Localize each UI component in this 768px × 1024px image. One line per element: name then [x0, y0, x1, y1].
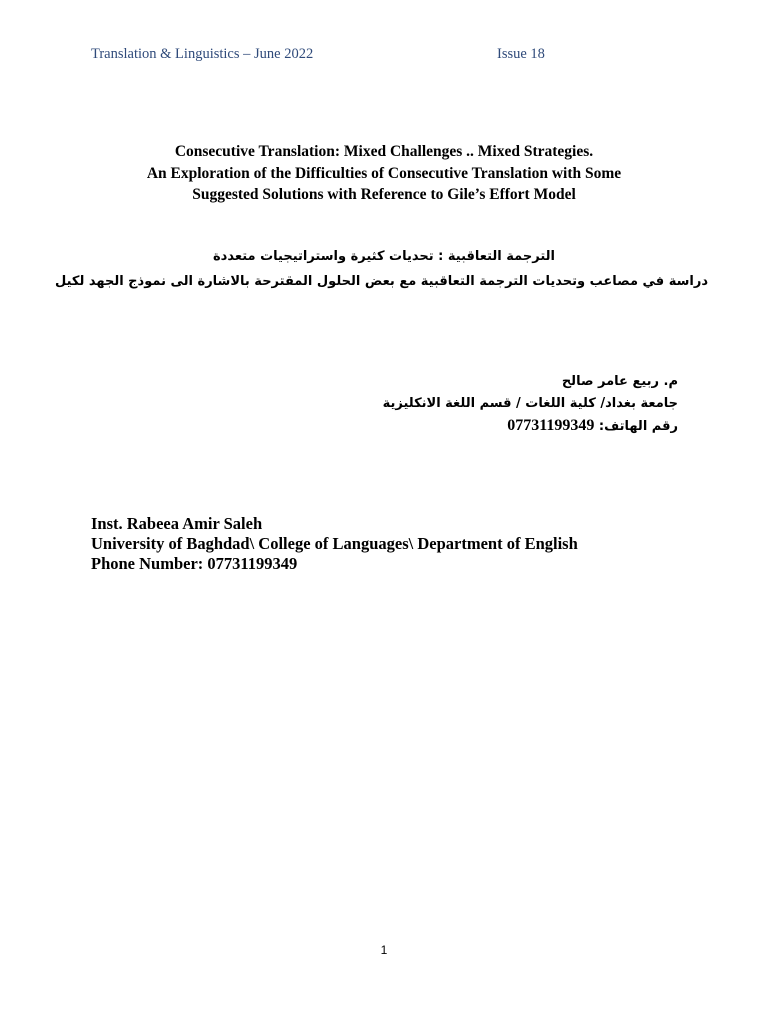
arabic-author-affiliation: جامعة بغداد/ كلية اللغات / قسم اللغة الانكليزية: [382, 396, 678, 411]
arabic-author-block: [178, 371, 678, 438]
english-author-affiliation: University of Baghdad\ College of Languages\ Department of English: [91, 534, 578, 553]
english-title-line-2: An Exploration of the Difficulties of Consecutive Translation with Some: [146, 164, 622, 182]
english-title-line-1: Consecutive Translation: Mixed Challenges .. Mixed Strategies.: [174, 143, 594, 160]
journal-header: Translation & Linguistics – June 2022: [91, 46, 314, 62]
english-title: [60, 141, 708, 206]
english-author-name: Inst. Rabeea Amir Saleh: [91, 514, 263, 533]
arabic-title: [54, 244, 708, 294]
arabic-phone-label: رقم الهاتف:: [598, 419, 678, 434]
page-number: 1: [380, 943, 388, 957]
arabic-author-name: م. ربيع عامر صالح: [561, 374, 678, 389]
english-author-block: [91, 514, 578, 574]
issue-header: Issue 18: [497, 46, 545, 62]
english-author-phone: Phone Number: 07731199349: [91, 554, 298, 573]
english-title-line-3: Suggested Solutions with Reference to Gile’s Effort Model: [192, 186, 576, 203]
arabic-author-phone: [178, 415, 678, 438]
arabic-phone-number: 07731199349: [507, 417, 595, 434]
arabic-title-line-2: دراسة في مصاعب وتحديات الترجمة التعاقبية مع بعض الحلول المقترحة بالاشارة الى نموذج الجهد لكيل: [54, 274, 708, 289]
arabic-title-line-1: الترجمة التعاقبية : تحديات كثيرة واستراتيجيات متعددة: [213, 249, 555, 264]
